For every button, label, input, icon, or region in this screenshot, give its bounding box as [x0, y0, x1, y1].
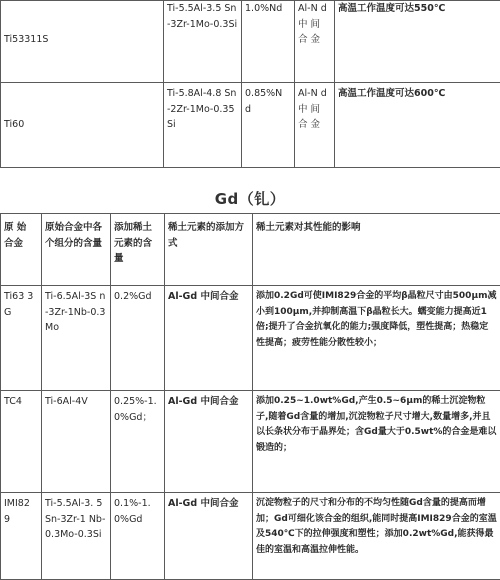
effect-text: 高温工作温度可达550℃	[335, 1, 500, 83]
alloy-table-gd	[0, 213, 500, 580]
effect-text: 高温工作温度可达600℃	[335, 83, 500, 168]
alloy-composition: Ti-5.8Al-4.8 Sn-2Zr-1Mo-0.35Si	[164, 83, 242, 168]
re-content: 0.85%N d	[242, 83, 295, 168]
effect-text: 添加0.25~1.0wt%Gd,产生0.5~6μm的稀土沉淀物粒子,随着Gd含量的增加,沉淀物粒子尺寸增大,数量增多,并且以长条状分布于晶界处；含Gd量大于0.5wt%的合金是难以锻造的；	[253, 391, 500, 493]
table-row	[1, 391, 500, 493]
table-header-row	[1, 214, 500, 286]
alloy-name: Ti60	[1, 83, 164, 168]
effect-text: 添加0.2Gd可使IMI829合金的平均β晶粒尺寸由500μm减小到100μm,并抑制高温下β晶粒长大。蠕变能力提高近1倍;提升了合金抗氧化的能力;强度降低，塑性提高；热稳定性提高；疲劳性能分散性较小；	[253, 286, 500, 391]
alloy-name: Ti53311S	[1, 1, 164, 83]
alloy-composition: Ti-5.5Al-3. 5Sn-3Zr-1 Nb-0.3Mo-0.3Si	[42, 493, 111, 580]
header-alloy: 原 始 合金	[1, 214, 42, 286]
table-row	[1, 286, 500, 391]
alloy-composition: Ti-5.5Al-3.5 Sn-3Zr-1Mo-0.3Si	[164, 1, 242, 83]
alloy-name: Ti63 3G	[1, 286, 42, 391]
section-title: Gd（钆）	[0, 188, 500, 209]
table-row	[1, 493, 500, 580]
alloy-composition: Ti-6.5Al-3S n-3Zr-1Nb-0.3Mo	[42, 286, 111, 391]
alloy-name: TC4	[1, 391, 42, 493]
addition-method: Al-Gd 中间合金	[165, 286, 253, 391]
addition-method: Al-Gd 中间合金	[165, 493, 253, 580]
re-content: 0.25%-1.0%Gd；	[111, 391, 165, 493]
header-re-content: 添加稀土元素的含量	[111, 214, 165, 286]
alloy-name: IMI82 9	[1, 493, 42, 580]
table-row	[1, 1, 500, 83]
addition-method: Al-N d 中 间 合 金	[295, 83, 335, 168]
effect-text: 沉淀物粒子的尺寸和分布的不均匀性随Gd含量的提高而增加；Gd可细化该合金的组织,能同时提高IMI829合金的室温及540℃下的拉伸强度和塑性；添加0.2wt%Gd,能获得最佳的室温和高温拉伸性能。	[253, 493, 500, 580]
re-content: 0.2%Gd	[111, 286, 165, 391]
header-composition: 原始合金中各个组分的含量	[42, 214, 111, 286]
re-content: 1.0%Nd	[242, 1, 295, 83]
header-effect: 稀土元素对其性能的影响	[253, 214, 500, 286]
re-content: 0.1%-1. 0%Gd	[111, 493, 165, 580]
alloy-table-nd	[0, 0, 500, 168]
addition-method: Al-N d 中 间 合 金	[295, 1, 335, 83]
table-row	[1, 83, 500, 168]
alloy-composition: Ti-6Al-4V	[42, 391, 111, 493]
header-method: 稀土元素的添加方式	[165, 214, 253, 286]
addition-method: Al-Gd 中间合金	[165, 391, 253, 493]
